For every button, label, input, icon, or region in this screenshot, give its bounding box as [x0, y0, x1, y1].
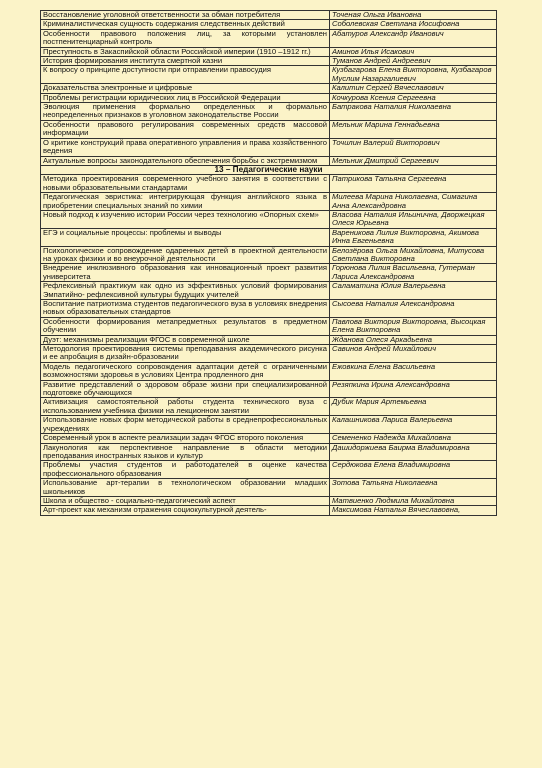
talk-author: Саламатина Юлия Валерьевна [330, 282, 497, 300]
talk-author: Максимова Наталья Вячеславовна, [330, 506, 497, 515]
table-row [41, 175, 497, 193]
section-header-row [41, 165, 497, 174]
table-row [41, 156, 497, 165]
talk-author: Зотова Татьяна Николаевна [330, 479, 497, 497]
talk-author: Туманов Андрей Андреевич [330, 57, 497, 66]
table-row [41, 434, 497, 443]
section-title: 13 – Педагогические науки [41, 165, 497, 174]
talk-author: Абатуров Александр Иванович [330, 29, 497, 47]
talk-topic: История формирования института смертной казни [41, 57, 330, 66]
table-row [41, 66, 497, 84]
talk-author: Кузбагарова Елена Викторовна, Кузбагаров Муслим Назаргалиевич [330, 66, 497, 84]
talk-author: Калашникова Лариса Валерьевна [330, 416, 497, 434]
talk-author: Дубик Мария Артемьевна [330, 398, 497, 416]
table-row [41, 398, 497, 416]
table-row [41, 300, 497, 318]
talk-topic: Модель педагогического сопровождения адаптации детей с ограниченными возможностями здоровья в условиях Центра продленного дня [41, 362, 330, 380]
table-row [41, 210, 497, 228]
table-row [41, 193, 497, 211]
table-row [41, 246, 497, 264]
talk-author: Соболевская Светлана Иосифовна [330, 20, 497, 29]
talk-topic: Проблемы участия студентов и работодателей в оценке качества профессионального образования [41, 461, 330, 479]
talk-topic: Доказательства электронные и цифровые [41, 84, 330, 93]
talk-topic: Особенности формирования метапредметных результатов в предметном обучении [41, 317, 330, 335]
table-row [41, 228, 497, 246]
talk-topic: Развитие представлений о здоровом образе жизни при специализированной подготовке обучающихся [41, 380, 330, 398]
talk-author: Мельник Марина Геннадьевна [330, 120, 497, 138]
talk-author: Вареникова Лилия Викторовна, Акимова Инна Евгеньевна [330, 228, 497, 246]
table-row [41, 20, 497, 29]
talk-topic: Школа и общество - социально-педагогический аспект [41, 496, 330, 505]
law-section-rows [41, 11, 497, 166]
talk-topic: Методика проектирования современного учебного занятия в соответствии с новыми образовательными стандартами [41, 175, 330, 193]
talk-topic: ЕГЭ и социальные процессы: проблемы и выводы [41, 228, 330, 246]
talk-author: Горюнова Лилия Васильевна, Гутерман Лариса Александровна [330, 264, 497, 282]
talk-author: Белозёрова Ольга Михайловна, Митусова Светлана Викторовна [330, 246, 497, 264]
talk-author: Милеева Марина Николаевна, Симагина Анна Александровна [330, 193, 497, 211]
table-row [41, 282, 497, 300]
table-row [41, 57, 497, 66]
talk-author: Сердюкова Елена Владимировна [330, 461, 497, 479]
talk-author: Матвиенко Людмила Михайловна [330, 496, 497, 505]
talk-author: Кочкурова Ксения Сергеевна [330, 93, 497, 102]
talk-topic: Восстановление уголовной ответственности за обман потребителя [41, 11, 330, 20]
talk-topic: Использование новых форм методической работы в среднепрофессиональных учреждениях [41, 416, 330, 434]
talk-author: Семененко Надежда Михайловна [330, 434, 497, 443]
table-row [41, 138, 497, 156]
talk-topic: Криминалистическая сущность содержания следственных действий [41, 20, 330, 29]
table-row [41, 345, 497, 363]
table-row [41, 443, 497, 461]
talk-topic: Арт-проект как механизм отражения социокультурной деятель- [41, 506, 330, 515]
talk-author: Ежовкина Елена Васильевна [330, 362, 497, 380]
talk-topic: Использование арт-терапии в технологическом образовании младших школьников [41, 479, 330, 497]
talk-author: Жданова Олеся Аркадьевна [330, 335, 497, 344]
talk-topic: Дуэт: механизмы реализации ФГОС в современной школе [41, 335, 330, 344]
talk-topic: Современный урок в аспекте реализации задач ФГОС второго поколения [41, 434, 330, 443]
table-row [41, 461, 497, 479]
talk-author: Сысоева Наталия Александровна [330, 300, 497, 318]
talk-author: Патрикова Татьяна Сергеевна [330, 175, 497, 193]
table-row [41, 93, 497, 102]
talk-topic: Особенности правового регулирования современных средств массовой информации [41, 120, 330, 138]
table-row [41, 317, 497, 335]
table-row [41, 335, 497, 344]
talk-author: Савинов Андрей Михайлович [330, 345, 497, 363]
table-row [41, 11, 497, 20]
talk-author: Дашидоржиева Баирма Владимировна [330, 443, 497, 461]
talk-topic: Преступность в Закаспийской области Российской империи (1910 –1912 гг.) [41, 47, 330, 56]
talk-author: Батракова Наталия Николаевна [330, 103, 497, 121]
talk-topic: Активизация самостоятельной работы студента технического вуза с использованием учебника физики на лекционном занятии [41, 398, 330, 416]
talk-author: Мельник Дмитрий Сергеевич [330, 156, 497, 165]
table-row [41, 103, 497, 121]
talk-author: Точеная Ольга Ивановна [330, 11, 497, 20]
talk-topic: Актуальные вопросы законодательного обеспечения борьбы с экстремизмом [41, 156, 330, 165]
talk-author: Калитин Сергей Вячеславович [330, 84, 497, 93]
pedagogy-section-rows [41, 175, 497, 515]
talk-author: Резяпкина Ирина Александровна [330, 380, 497, 398]
table-row [41, 380, 497, 398]
table-row [41, 496, 497, 505]
talk-topic: Методология проектирования системы преподавания академического рисунка и ее апробация в дизайн-образовании [41, 345, 330, 363]
table-row [41, 120, 497, 138]
talk-topic: Внедрение инклюзивного образования как инновационный проект развития университета [41, 264, 330, 282]
talk-author: Павлова Виктория Викторовна, Высоцкая Елена Викторовна [330, 317, 497, 335]
table-row [41, 47, 497, 56]
talk-topic: Особенности правового положения лиц, за которыми установлен постпенитенциарный контроль [41, 29, 330, 47]
talk-topic: К вопросу о принципе доступности при отправлении правосудия [41, 66, 330, 84]
talk-topic: Лакунология как перспективное направление в области методики преподавания иностранных языков и культур [41, 443, 330, 461]
talk-author: Аминов Илья Исакович [330, 47, 497, 56]
pedagogy-section [41, 165, 497, 174]
talk-topic: Психологическое сопровождение одаренных детей в проектной деятельности на уроках физики и во внеурочной деятельности [41, 246, 330, 264]
table-row [41, 84, 497, 93]
table-row [41, 416, 497, 434]
table-row [41, 264, 497, 282]
talk-topic: Эволюция применения формально определенных и формально неопределенных признаков в уголовном законодательстве России [41, 103, 330, 121]
table-row [41, 362, 497, 380]
table-row [41, 479, 497, 497]
talk-topic: Новый подход к изучению истории России через технологию «Опорных схем» [41, 210, 330, 228]
talk-author: Власова Наталия Ильинична, Дворжецкая Олеся Юрьевна [330, 210, 497, 228]
table-row [41, 29, 497, 47]
program-table [40, 10, 497, 516]
talk-topic: Рефлексивный практикум как одно из эффективных условий формирования Эмпатийно- рефлексивной культуры будущих учителей [41, 282, 330, 300]
talk-author: Точилин Валерий Викторович [330, 138, 497, 156]
talk-topic: Воспитание патриотизма студентов педагогического вуза в условиях внедрения новых образовательных стандартов [41, 300, 330, 318]
talk-topic: О критике конструкций права оперативного управления и права хозяйственного ведения [41, 138, 330, 156]
table-row [41, 506, 497, 515]
talk-topic: Педагогическая эвристика: интегрирующая функция английского языка в приобретении специальных знаний по химии [41, 193, 330, 211]
talk-topic: Проблемы регистрации юридических лиц в Российской Федерации [41, 93, 330, 102]
